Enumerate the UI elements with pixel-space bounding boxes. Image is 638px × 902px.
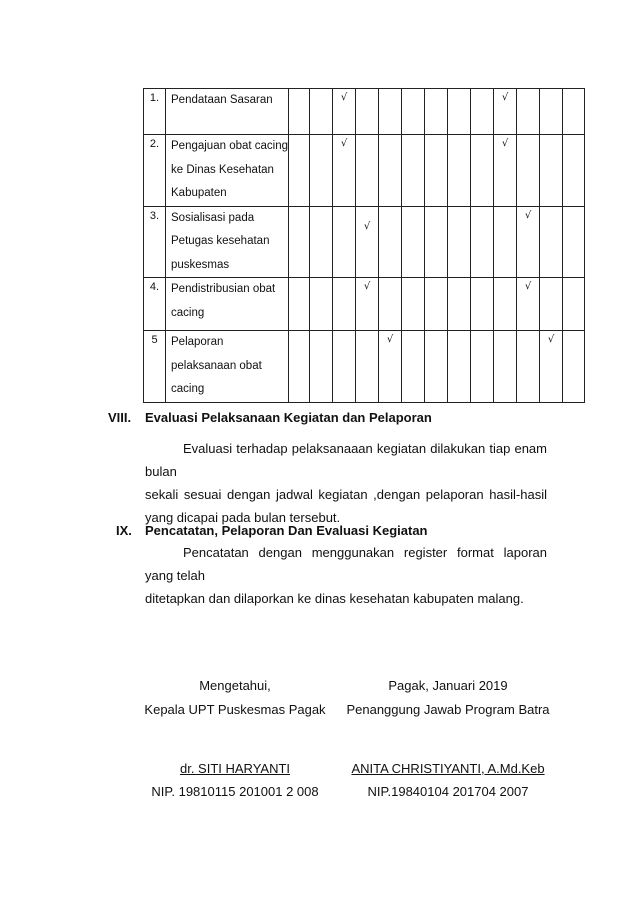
schedule-cell (310, 331, 333, 403)
schedule-cell (563, 278, 585, 331)
schedule-cell (402, 278, 425, 331)
schedule-cell (402, 89, 425, 135)
schedule-cell (356, 135, 379, 207)
schedule-cell (448, 278, 471, 331)
schedule-cell (356, 89, 379, 135)
row-number: 4. (144, 278, 166, 331)
activity-line: Petugas kesehatan (171, 235, 270, 247)
activity-line: pelaksanaan obat (171, 359, 262, 372)
signature-right-nip: NIP.19840104 201704 2007 (367, 784, 529, 799)
signature-right-name: ANITA CHRISTIYANTI, A.Md.Keb (351, 761, 545, 776)
schedule-cell (402, 135, 425, 207)
schedule-cell (540, 278, 563, 331)
activity-line: Pendistribusian obat (171, 283, 276, 295)
schedule-cell (471, 331, 494, 403)
schedule-cell (448, 206, 471, 278)
check-mark: √ (333, 135, 356, 207)
schedule-cell (379, 278, 402, 331)
schedule-cell (379, 89, 402, 135)
schedule-cell (563, 331, 585, 403)
schedule-cell (310, 206, 333, 278)
check-mark: √ (517, 206, 540, 278)
schedule-cell (333, 278, 356, 331)
schedule-cell (517, 135, 540, 207)
schedule-cell (289, 331, 310, 403)
signature-left-name: dr. SITI HARYANTI (179, 761, 291, 776)
section-8-paragraph (145, 437, 547, 529)
schedule-cell (425, 331, 448, 403)
schedule-cell (471, 135, 494, 207)
activity-line: Pendataan Sasaran (171, 94, 273, 106)
schedule-cell (563, 135, 585, 207)
schedule-cell (448, 89, 471, 135)
section-8-number: VIII. (108, 410, 132, 425)
activity-line: Kabupaten (171, 187, 227, 199)
section-9-number: IX. (116, 523, 132, 538)
table-row (144, 89, 585, 135)
section-9-paragraph-first-line: Pencatatan dengan menggunakan register format laporan yang telah (145, 545, 547, 583)
schedule-cell (333, 331, 356, 403)
signature-left-acknowledged: Mengetahui, (199, 678, 271, 693)
schedule-cell (289, 135, 310, 207)
schedule-cell (310, 135, 333, 207)
check-mark: √ (379, 331, 402, 403)
schedule-cell (517, 89, 540, 135)
schedule-cell (563, 89, 585, 135)
table-row (144, 331, 585, 403)
check-mark: √ (540, 331, 563, 403)
schedule-cell (333, 206, 356, 278)
activity-line: Sosialisasi pada (171, 211, 255, 224)
schedule-cell (425, 278, 448, 331)
activity-schedule-table (143, 88, 585, 403)
activity-line: Pengajuan obat cacing (171, 140, 289, 152)
schedule-cell (494, 278, 517, 331)
check-mark: √ (333, 89, 356, 135)
schedule-cell (289, 278, 310, 331)
schedule-cell (471, 278, 494, 331)
section-8-title: Evaluasi Pelaksanaan Kegiatan dan Pelaporan (145, 410, 432, 425)
schedule-cell (448, 135, 471, 207)
signature-left-nip: NIP. 19810115 201001 2 008 (151, 784, 319, 799)
activity-line: cacing (171, 383, 205, 395)
signature-right-position: Penanggung Jawab Program Batra (346, 702, 550, 717)
check-mark: √ (517, 278, 540, 331)
table-row (144, 206, 585, 278)
schedule-cell (494, 331, 517, 403)
activity-line: Pelaporan (171, 336, 224, 348)
schedule-cell (540, 135, 563, 207)
schedule-cell (289, 89, 310, 135)
check-mark: √ (494, 135, 517, 207)
schedule-cell (563, 206, 585, 278)
schedule-cell (471, 89, 494, 135)
row-number: 3. (144, 206, 166, 278)
schedule-cell (425, 135, 448, 207)
schedule-cell (425, 89, 448, 135)
schedule-cell (471, 206, 494, 278)
activity-cell (166, 135, 289, 207)
activity-line: ke Dinas Kesehatan (171, 163, 274, 176)
schedule-cell (448, 331, 471, 403)
activity-cell (166, 331, 289, 403)
schedule-cell (310, 278, 333, 331)
signature-left-position: Kepala UPT Puskesmas Pagak (144, 702, 326, 717)
schedule-cell (289, 206, 310, 278)
row-number: 1. (144, 89, 166, 135)
section-9-title: Pencatatan, Pelaporan Dan Evaluasi Kegiatan (145, 523, 428, 538)
schedule-cell (310, 89, 333, 135)
schedule-cell (540, 206, 563, 278)
section-9-paragraph (145, 541, 547, 610)
section-8-paragraph-rest: sekali sesuai dengan jadwal kegiatan ,dengan pelaporan hasil-hasil yang dicapai pada bulan tersebut. (145, 487, 547, 525)
schedule-cell (402, 331, 425, 403)
table-row (144, 135, 585, 207)
table-row (144, 278, 585, 331)
schedule-cell (379, 206, 402, 278)
row-number: 5 (144, 331, 166, 403)
check-mark: √ (494, 89, 517, 135)
check-mark: √ (356, 278, 379, 331)
check-mark: √ (356, 206, 379, 278)
activity-line: cacing (171, 306, 205, 319)
activity-cell (166, 89, 289, 135)
schedule-cell (425, 206, 448, 278)
section-8-paragraph-first-line: Evaluasi terhadap pelaksanaaan kegiatan dilakukan tiap enam bulan (145, 441, 547, 479)
activity-line: puskesmas (171, 258, 230, 271)
schedule-cell (402, 206, 425, 278)
activity-cell (166, 278, 289, 331)
schedule-cell (517, 331, 540, 403)
activity-cell (166, 206, 289, 278)
schedule-cell (494, 206, 517, 278)
section-9-paragraph-rest: ditetapkan dan dilaporkan ke dinas kesehatan kabupaten malang. (145, 591, 524, 606)
signature-right-place-date: Pagak, Januari 2019 (388, 678, 508, 693)
schedule-cell (540, 89, 563, 135)
schedule-cell (379, 135, 402, 207)
schedule-cell (356, 331, 379, 403)
row-number: 2. (144, 135, 166, 207)
